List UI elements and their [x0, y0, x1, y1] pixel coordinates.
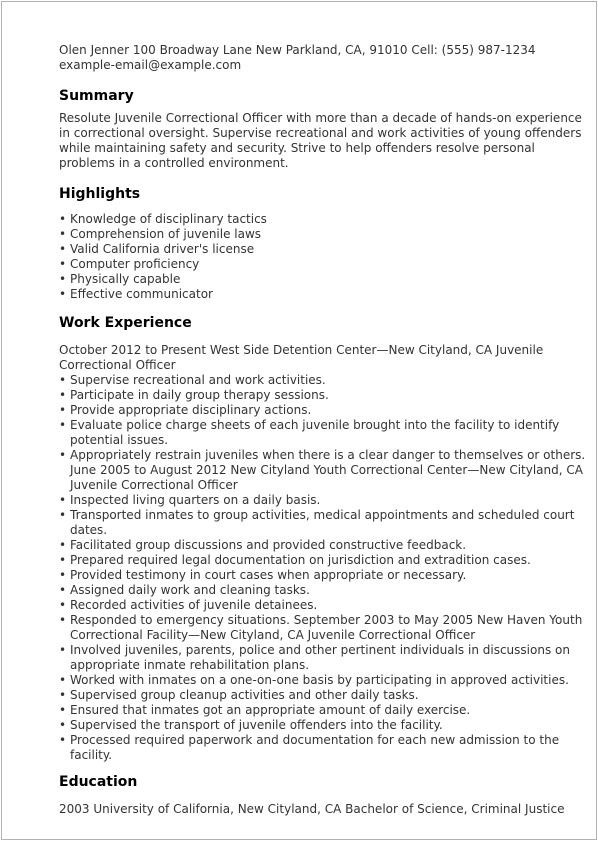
resume-page — [1, 1, 597, 840]
education-text: 2003 University of California, New Cityland, CA Bachelor of Science, Criminal Justice — [59, 802, 565, 816]
job-duty-item: • Evaluate police charge sheets of each juvenile brought into the facility to identify potential issues. — [59, 418, 589, 448]
highlight-item: • Valid California driver's license — [59, 242, 589, 257]
job-duties-list — [59, 493, 589, 643]
job-duty-item: • Inspected living quarters on a daily basis. — [59, 493, 589, 508]
job-duty-item: • Supervised group cleanup activities and other daily tasks. — [59, 688, 589, 703]
contact-info: Olen Jenner 100 Broadway Lane New Parkland, CA, 91010 Cell: (555) 987-1234 example-email@example.com — [59, 43, 536, 72]
education-heading: Education — [59, 774, 138, 790]
job-duty-item: • Transported inmates to group activities, medical appointments and scheduled court dates. — [59, 508, 589, 538]
job-duty-item: • Recorded activities of juvenile detainees. — [59, 598, 589, 613]
job-duty-item: • Processed required paperwork and documentation for each new admission to the facility. — [59, 733, 589, 763]
summary-heading: Summary — [59, 88, 134, 104]
job-duty-item: • Participate in daily group therapy sessions. — [59, 388, 589, 403]
job-duty-item: • Facilitated group discussions and provided constructive feedback. — [59, 538, 589, 553]
highlight-item: • Computer proficiency — [59, 257, 589, 272]
job-duties-list — [59, 643, 589, 763]
job-duty-item: • Supervised the transport of juvenile offenders into the facility. — [59, 718, 589, 733]
job-duty-item: • Worked with inmates on a one-on-one basis by participating in approved activities. — [59, 673, 589, 688]
job-duty-item: • Assigned daily work and cleaning tasks. — [59, 583, 589, 598]
resume-content — [59, 43, 589, 817]
highlights-list — [59, 212, 589, 302]
job-duty-item: • Involved juveniles, parents, police and other pertinent individuals in discussions on appropriate inmate rehabilitation plans. — [59, 643, 589, 673]
highlight-item: • Knowledge of disciplinary tactics — [59, 212, 589, 227]
job-duty-item: • Supervise recreational and work activities. — [59, 373, 589, 388]
highlight-item: • Physically capable — [59, 272, 589, 287]
job-duty-item: • Ensured that inmates got an appropriate amount of daily exercise. — [59, 703, 589, 718]
work-experience-section — [59, 343, 589, 763]
highlight-item: • Comprehension of juvenile laws — [59, 227, 589, 242]
job-duty-item: • Appropriately restrain juveniles when there is a clear danger to themselves or others. June 2005 to August 2012 New Cityland Youth Correctional Center—New Cityland, CA Juvenile Correctional Officer — [59, 448, 589, 493]
work-experience-heading: Work Experience — [59, 315, 192, 331]
job-duty-item: • Provide appropriate disciplinary actions. — [59, 403, 589, 418]
job-duty-item: • Provided testimony in court cases when appropriate or necessary. — [59, 568, 589, 583]
highlight-item: • Effective communicator — [59, 287, 589, 302]
job-duty-item: • Prepared required legal documentation on jurisdiction and extradition cases. — [59, 553, 589, 568]
job-header: October 2012 to Present West Side Detention Center—New Cityland, CA Juvenile Correctional Officer — [59, 343, 544, 372]
summary-text: Resolute Juvenile Correctional Officer with more than a decade of hands-on experience in correctional oversight. Supervise recreational and work activities of young offenders while maintaining safety and security. Strive to help offenders resolve personal problems in a controlled environment. — [59, 111, 582, 170]
job-duty-item: • Responded to emergency situations. September 2003 to May 2005 New Haven Youth Correctional Facility—New Cityland, CA Juvenile Correctional Officer — [59, 613, 589, 643]
highlights-heading: Highlights — [59, 186, 141, 202]
job-duties-list — [59, 373, 589, 493]
